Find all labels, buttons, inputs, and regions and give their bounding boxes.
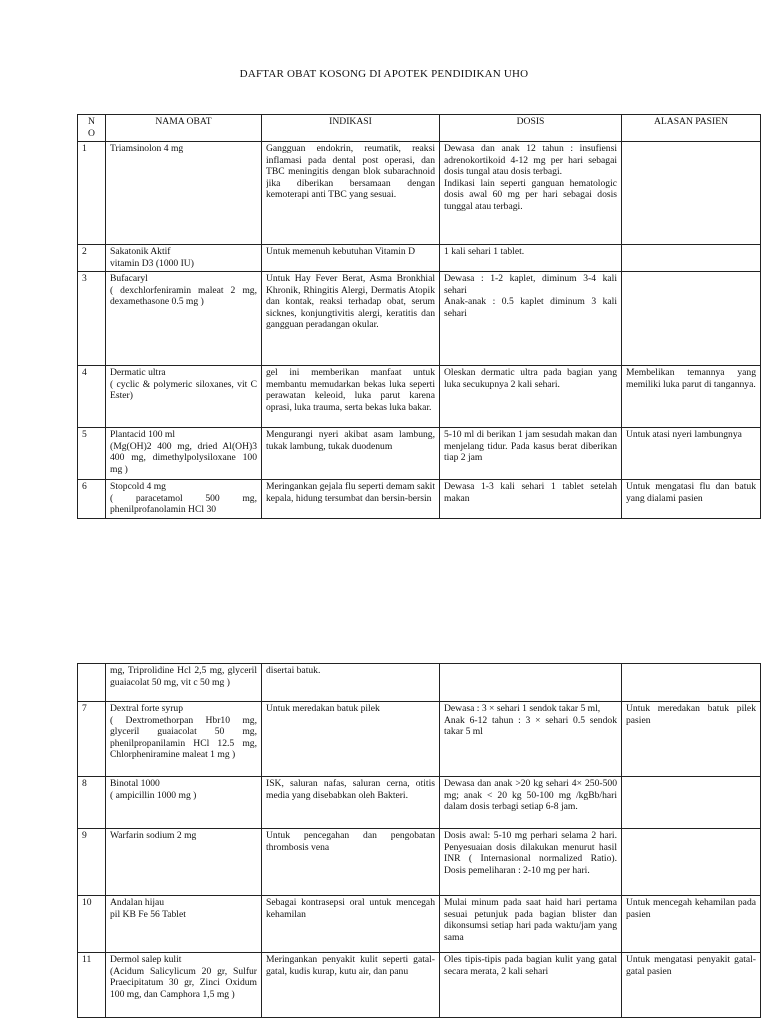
cell-no <box>78 953 106 1018</box>
cell-text-indikasi: gel ini memberikan manfaat untuk membantu memudarkan bekas luka seperti perawatan keleoid, luka parut karena oprasi, luka trauma, serta bekas luka bakar. <box>266 367 435 413</box>
cell-text-nama: Dextral forte syrup ( Dextromethorpan Hbr10 mg, glyceril guaiacolat 50 mg, phenilpropanilamin HCl 12.5 mg, Chlorpheniramine maleat 1 mg ) <box>110 703 257 761</box>
cell-alasan <box>622 829 761 896</box>
cell-dosis <box>440 366 622 428</box>
cell-text-indikasi: Sebagai kontrasepsi oral untuk mencegah kehamilan <box>266 897 435 920</box>
cell-nama <box>106 142 262 245</box>
table-body-page-1 <box>78 142 761 519</box>
cell-dosis <box>440 272 622 366</box>
cell-dosis <box>440 428 622 480</box>
cell-no <box>78 480 106 519</box>
cell-alasan <box>622 896 761 953</box>
table-row <box>78 664 761 702</box>
cell-text-nama: Dermol salep kulit (Acidum Salicylicum 20 gr, Sulfur Praecipitatum 30 gr, Zinci Oxidum 100 mg, dan Camphora 1,5 mg ) <box>110 954 257 1000</box>
cell-no <box>78 245 106 272</box>
table-row <box>78 896 761 953</box>
cell-alasan <box>622 272 761 366</box>
cell-alasan <box>622 953 761 1018</box>
cell-text-no: 2 <box>82 246 87 257</box>
table-row <box>78 245 761 272</box>
cell-text-indikasi: Mengurangi nyeri akibat asam lambung, tukak lambung, tukak duodenum <box>266 429 435 452</box>
table-row <box>78 428 761 480</box>
medicine-table-page-2 <box>77 663 761 1018</box>
cell-alasan <box>622 142 761 245</box>
cell-text-nama: Bufacaryl ( dexchlorfeniramin maleat 2 mg, dexamethasone 0.5 mg ) <box>110 273 257 308</box>
cell-alasan <box>622 366 761 428</box>
cell-text-nama: Warfarin sodium 2 mg <box>110 830 197 841</box>
cell-dosis <box>440 777 622 829</box>
header-dosis: DOSIS <box>440 115 622 142</box>
cell-text-dosis: Oleskan dermatic ultra pada bagian yang luka secukupnya 2 kali sehari. <box>444 367 617 390</box>
medicine-table-page-1 <box>77 114 761 519</box>
cell-text-nama: Dermatic ultra ( cyclic & polymeric siloxanes, vit C Ester) <box>110 367 257 402</box>
cell-alasan <box>622 702 761 777</box>
cell-text-no: 8 <box>82 778 87 789</box>
page-title: DAFTAR OBAT KOSONG DI APOTEK PENDIDIKAN UHO <box>239 68 529 80</box>
cell-text-dosis: Mulai minum pada saat haid hari pertama sesuai petunjuk pada bagian blister dan dikonsumsi setiap hari pada waktu/jam yang sama <box>444 897 617 943</box>
header-indikasi: INDIKASI <box>262 115 440 142</box>
cell-nama <box>106 896 262 953</box>
header-no: N O <box>78 115 106 142</box>
cell-dosis <box>440 245 622 272</box>
cell-alasan <box>622 245 761 272</box>
cell-text-nama: Stopcold 4 mg ( paracetamol 500 mg, phenilprofanolamin HCl 30 <box>110 481 257 516</box>
cell-no <box>78 142 106 245</box>
cell-text-indikasi: Untuk memenuh kebutuhan Vitamin D <box>266 246 415 257</box>
cell-dosis <box>440 953 622 1018</box>
header-alasan-pasien: ALASAN PASIEN <box>622 115 761 142</box>
cell-dosis <box>440 480 622 519</box>
cell-text-indikasi: disertai batuk. <box>266 665 321 676</box>
cell-nama <box>106 953 262 1018</box>
cell-text-dosis: 1 kali sehari 1 tablet. <box>444 246 525 257</box>
cell-no <box>78 777 106 829</box>
cell-text-indikasi: ISK, saluran nafas, saluran cerna, otitis media yang disebabkan oleh Bakteri. <box>266 778 435 801</box>
table-row <box>78 272 761 366</box>
cell-text-dosis: Oles tipis-tipis pada bagian kulit yang gatal secara merata, 2 kali sehari <box>444 954 617 977</box>
cell-text-indikasi: Meringankan penyakit kulit seperti gatal-gatal, kudis kurap, kutu air, dan panu <box>266 954 435 977</box>
cell-text-nama: Triamsinolon 4 mg <box>110 143 184 154</box>
cell-text-dosis: 5-10 ml di berikan 1 jam sesudah makan dan menjelang tidur. Pada kasus berat diberikan tiap 2 jam <box>444 429 617 464</box>
table-body-page-2 <box>78 664 761 1018</box>
cell-dosis <box>440 664 622 702</box>
cell-text-nama: mg, Triprolidine Hcl 2,5 mg, glyceril guaiacolat 50 mg, vit c 50 mg ) <box>110 665 257 688</box>
cell-text-indikasi: Untuk meredakan batuk pilek <box>266 703 380 714</box>
cell-no <box>78 829 106 896</box>
cell-no <box>78 366 106 428</box>
cell-text-nama: Plantacid 100 ml (Mg(OH)2 400 mg, dried Al(OH)3 400 mg, dimethylpolysiloxane 100 mg ) <box>110 429 257 475</box>
cell-dosis <box>440 896 622 953</box>
cell-nama <box>106 777 262 829</box>
cell-indikasi <box>262 272 440 366</box>
cell-text-no: 9 <box>82 830 87 841</box>
cell-text-dosis: Dewasa : 1-2 kaplet, diminum 3-4 kali sehari Anak-anak : 0.5 kaplet diminum 3 kali sehari <box>444 273 617 319</box>
cell-alasan <box>622 480 761 519</box>
cell-indikasi <box>262 702 440 777</box>
cell-nama <box>106 702 262 777</box>
cell-text-alasan: Untuk mencegah kehamilan pada pasien <box>626 897 756 920</box>
table-row <box>78 829 761 896</box>
table-row <box>78 142 761 245</box>
cell-nama <box>106 366 262 428</box>
cell-no <box>78 428 106 480</box>
cell-nama <box>106 664 262 702</box>
cell-indikasi <box>262 896 440 953</box>
cell-text-nama: Binotal 1000 ( ampicillin 1000 mg ) <box>110 778 197 801</box>
cell-text-no: 6 <box>82 481 87 492</box>
cell-text-no: 11 <box>82 954 92 965</box>
cell-text-no: 10 <box>82 897 92 908</box>
cell-no <box>78 896 106 953</box>
cell-text-nama: Andalan hijau pil KB Fe 56 Tablet <box>110 897 186 920</box>
cell-text-no: 1 <box>82 143 87 154</box>
cell-text-indikasi: Meringankan gejala flu seperti demam sakit kepala, hidung tersumbat dan bersin-bersin <box>266 481 435 504</box>
cell-dosis <box>440 829 622 896</box>
cell-text-dosis: Dewasa 1-3 kali sehari 1 tablet setelah makan <box>444 481 617 504</box>
cell-indikasi <box>262 142 440 245</box>
cell-text-alasan: Untuk atasi nyeri lambungnya <box>626 429 742 440</box>
cell-text-no: 7 <box>82 703 87 714</box>
cell-text-indikasi: Gangguan endokrin, reumatik, reaksi inflamasi pada dental post operasi, dan TBC meningitis dengan blok subarachnoid jika diberikan bersamaan dengan kemoterapi anti TBC yang sesuai. <box>266 143 435 201</box>
cell-text-alasan: Membelikan temannya yang memiliki luka parut di tangannya. <box>626 367 756 390</box>
cell-indikasi <box>262 664 440 702</box>
table-row <box>78 702 761 777</box>
header-nama-obat: NAMA OBAT <box>106 115 262 142</box>
cell-text-alasan: Untuk mengatasi flu dan batuk yang dialami pasien <box>626 481 756 504</box>
cell-indikasi <box>262 245 440 272</box>
cell-text-no: 4 <box>82 367 87 378</box>
cell-no <box>78 702 106 777</box>
cell-nama <box>106 480 262 519</box>
cell-indikasi <box>262 777 440 829</box>
cell-indikasi <box>262 953 440 1018</box>
cell-nama <box>106 829 262 896</box>
cell-text-alasan: Untuk meredakan batuk pilek pasien <box>626 703 756 726</box>
cell-text-no: 3 <box>82 273 87 284</box>
cell-nama <box>106 272 262 366</box>
cell-text-dosis: Dosis awal: 5-10 mg perhari selama 2 hari. Penyesuaian dosis dilakukan menurut hasil INR ( Internasional normalized Ratio). Dosis pemeliharan : 2-10 mg per hari. <box>444 830 617 876</box>
cell-dosis <box>440 142 622 245</box>
cell-no <box>78 272 106 366</box>
cell-text-alasan: Untuk mengatasi penyakit gatal-gatal pasien <box>626 954 756 977</box>
cell-text-dosis: Dewasa : 3 × sehari 1 sendok takar 5 ml, Anak 6-12 tahun : 3 × sehari 0.5 sendok takar 5 ml <box>444 703 617 738</box>
cell-indikasi <box>262 829 440 896</box>
table-row <box>78 953 761 1018</box>
cell-text-nama: Sakatonik Aktif vitamin D3 (1000 IU) <box>110 246 194 269</box>
cell-no <box>78 664 106 702</box>
cell-alasan <box>622 428 761 480</box>
cell-dosis <box>440 702 622 777</box>
cell-indikasi <box>262 366 440 428</box>
table-row <box>78 366 761 428</box>
cell-text-dosis: Dewasa dan anak >20 kg sehari 4× 250-500 mg; anak < 20 kg 50-100 mg /kgBb/hari dalam dosis terbagi setiap 6-8 jam. <box>444 778 617 813</box>
cell-text-indikasi: Untuk Hay Fever Berat, Asma Bronkhial Khronik, Rhingitis Alergi, Dermatis Atopik dan kontak, reaksi terhadap obat, serum sicknes, konjungtivitis alergi, keratitis dan gangguan peradangan okular. <box>266 273 435 331</box>
table-row <box>78 480 761 519</box>
cell-text-indikasi: Untuk pencegahan dan pengobatan thrombosis vena <box>266 830 435 853</box>
cell-alasan <box>622 777 761 829</box>
cell-indikasi <box>262 428 440 480</box>
cell-nama <box>106 428 262 480</box>
cell-text-dosis: Dewasa dan anak 12 tahun : insufiensi adrenokortikoid 4-12 mg per hari sebagai dosis tungal atau dosis terbagi. Indikasi lain seperti ganguan hematologic dosis awal 60 mg per hari sebagai dosis tunggal atau terbagi. <box>444 143 617 212</box>
cell-text-no: 5 <box>82 429 87 440</box>
cell-nama <box>106 245 262 272</box>
cell-indikasi <box>262 480 440 519</box>
cell-alasan <box>622 664 761 702</box>
table-row <box>78 777 761 829</box>
